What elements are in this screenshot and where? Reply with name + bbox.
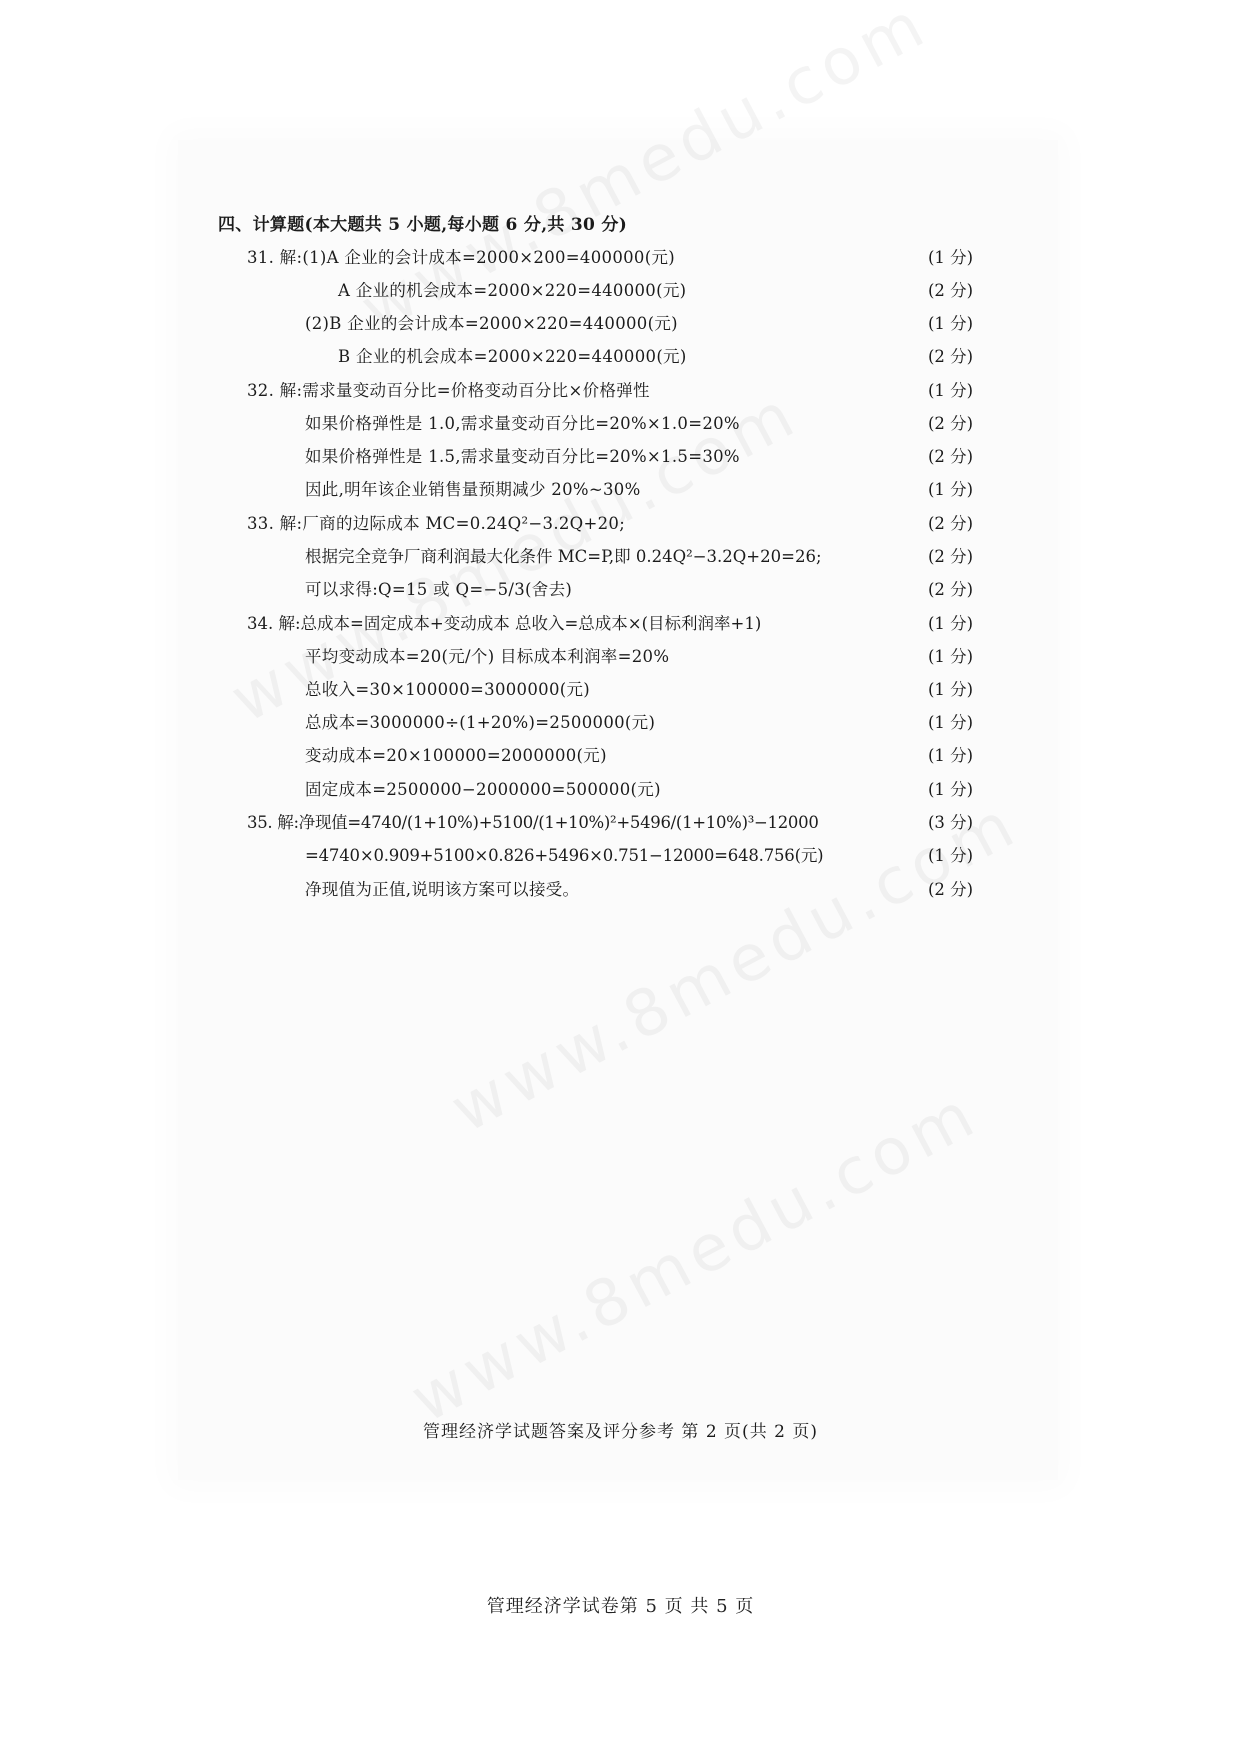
- answer-line: 因此,明年该企业销售量预期减少 20%~30%: [305, 480, 641, 499]
- answer-line: 31. 解:(1)A 企业的会计成本=2000×200=400000(元): [247, 248, 675, 267]
- score-label: (1 分): [928, 248, 974, 267]
- answer-line: =4740×0.909+5100×0.826+5496×0.751−12000=648.756(元): [305, 846, 824, 865]
- score-label: (2 分): [928, 447, 974, 466]
- score-label: (1 分): [928, 480, 974, 499]
- score-label: (1 分): [928, 614, 974, 633]
- score-label: (1 分): [928, 746, 974, 765]
- score-label: (2 分): [928, 880, 974, 899]
- page-footer: 管理经济学试卷第 5 页 共 5 页: [486, 1596, 755, 1617]
- answer-line: 可以求得:Q=15 或 Q=−5/3(舍去): [305, 580, 573, 599]
- score-label: (1 分): [928, 680, 974, 699]
- answer-line: (2)B 企业的会计成本=2000×220=440000(元): [305, 314, 678, 333]
- answer-line: 34. 解:总成本=固定成本+变动成本 总收入=总成本×(目标利润率+1): [247, 614, 762, 633]
- answer-line: 如果价格弹性是 1.5,需求量变动百分比=20%×1.5=30%: [305, 447, 740, 466]
- section-title: 四、计算题(本大题共 5 小题,每小题 6 分,共 30 分): [218, 215, 628, 235]
- score-label: (1 分): [928, 314, 974, 333]
- score-label: (2 分): [928, 347, 974, 366]
- score-label: (3 分): [928, 813, 974, 832]
- answer-line: 33. 解:厂商的边际成本 MC=0.24Q²−3.2Q+20;: [247, 514, 626, 533]
- answer-line: 总收入=30×100000=3000000(元): [305, 680, 591, 699]
- scan-page-footer: 管理经济学试题答案及评分参考 第 2 页(共 2 页): [423, 1422, 818, 1442]
- answer-line: B 企业的机会成本=2000×220=440000(元): [338, 347, 687, 366]
- answer-line: A 企业的机会成本=2000×220=440000(元): [338, 281, 687, 300]
- answer-line: 32. 解:需求量变动百分比=价格变动百分比×价格弹性: [247, 381, 650, 400]
- answer-line: 变动成本=20×100000=2000000(元): [305, 746, 607, 765]
- answer-line: 平均变动成本=20(元/个) 目标成本利润率=20%: [305, 647, 670, 666]
- score-label: (2 分): [928, 281, 974, 300]
- score-label: (2 分): [928, 414, 974, 433]
- score-label: (1 分): [928, 647, 974, 666]
- score-label: (1 分): [928, 846, 974, 865]
- answer-line: 固定成本=2500000−2000000=500000(元): [305, 780, 661, 799]
- score-label: (1 分): [928, 713, 974, 732]
- score-label: (2 分): [928, 580, 974, 599]
- answer-line: 根据完全竞争厂商利润最大化条件 MC=P,即 0.24Q²−3.2Q+20=26;: [305, 547, 822, 566]
- score-label: (2 分): [928, 514, 974, 533]
- answer-line: 如果价格弹性是 1.0,需求量变动百分比=20%×1.0=20%: [305, 414, 740, 433]
- answer-line: 总成本=3000000÷(1+20%)=2500000(元): [305, 713, 656, 732]
- score-label: (1 分): [928, 780, 974, 799]
- score-label: (2 分): [928, 547, 974, 566]
- answer-line: 35. 解:净现值=4740/(1+10%)+5100/(1+10%)²+5496/(1+10%)³−12000: [247, 813, 819, 832]
- answer-line: 净现值为正值,说明该方案可以接受。: [305, 880, 580, 899]
- score-label: (1 分): [928, 381, 974, 400]
